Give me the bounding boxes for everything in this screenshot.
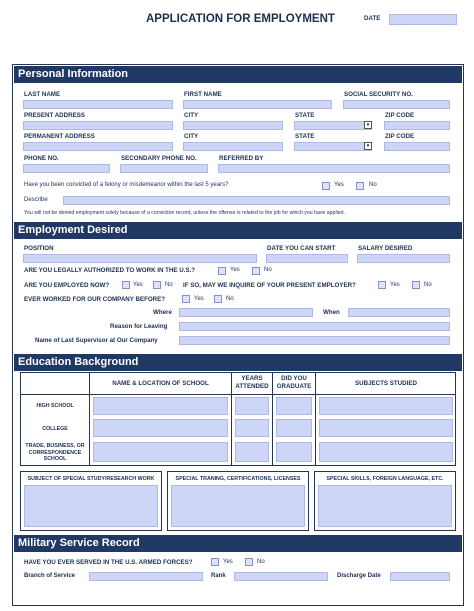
discharge-label: Discharge Date [337,573,381,579]
present-city-label: CITY [184,112,199,119]
last-name-field[interactable] [23,100,173,109]
trade-name-field[interactable] [93,442,228,462]
permanent-state-label: STATE [295,133,315,140]
present-address-label: PRESENT ADDRESS [24,112,85,119]
served-no-checkbox[interactable] [245,558,253,566]
row-college-label: COLLEGE [42,426,68,432]
inquire-yes-label: Yes [390,282,400,288]
secondary-phone-label: SECONDARY PHONE NO. [121,155,197,162]
present-zip-field[interactable] [384,121,450,130]
present-state-label: STATE [295,112,315,119]
last-name-label: LAST NAME [24,91,61,98]
supervisor-label: Name of Last Supervisor at Our Company [35,337,158,344]
page-title: APPLICATION FOR EMPLOYMENT [146,13,335,25]
supervisor-field[interactable] [179,336,450,345]
date-start-label: DATE YOU CAN START [267,245,336,252]
worked-no-checkbox[interactable] [214,295,222,303]
college-subjects-field[interactable] [319,419,453,437]
section-employment-heading: Employment Desired [14,222,462,239]
first-name-label: FIRST NAME [184,91,222,98]
authorized-yes-label: Yes [230,267,240,273]
college-years-field[interactable] [235,419,269,437]
permanent-zip-label: ZIP CODE [385,133,415,140]
disclaimer-text: You will not be denied employment solely because of a conviction record, unless the offense is related to the job for which you have applied. [24,210,345,216]
referred-by-label: REFERRED BY [219,155,264,162]
reason-label: Reason for Leaving [110,323,168,330]
served-yes-checkbox[interactable] [211,558,219,566]
col-name-header: NAME & LOCATION OF SCHOOL [112,380,209,387]
discharge-field[interactable] [390,572,450,581]
permanent-zip-field[interactable] [384,142,450,151]
high-school-years-field[interactable] [235,397,269,415]
special-skills-field[interactable] [318,485,452,527]
chevron-down-icon[interactable]: ▾ [364,121,372,129]
when-label: When [323,309,340,316]
ssn-label: SOCIAL SECURITY NO. [344,91,413,98]
special-study-field[interactable] [24,485,158,527]
employed-no-label: No [165,282,173,288]
employed-no-checkbox[interactable] [153,281,161,289]
special-training-label: SPECIAL TRANING, CERTIFICATIONS, LICENSES [175,476,301,482]
college-name-field[interactable] [93,419,228,437]
permanent-address-label: PERMANENT ADDRESS [24,133,95,140]
permanent-state-select[interactable] [294,142,372,151]
served-question: HAVE YOU EVER SERVED IN THE U.S. ARMED FORCES? [24,559,193,566]
inquire-yes-checkbox[interactable] [378,281,386,289]
phone-label: PHONE NO. [24,155,59,162]
inquire-no-checkbox[interactable] [412,281,420,289]
employed-now-question: ARE YOU EMPLOYED NOW? [24,282,110,289]
authorized-question: ARE YOU LEGALLY AUTHORIZED TO WORK IN THE U.S.? [24,267,196,274]
employed-yes-checkbox[interactable] [122,281,130,289]
date-field[interactable] [389,14,457,25]
section-personal-heading: Personal Information [14,66,462,83]
special-training-field[interactable] [171,485,305,527]
trade-subjects-field[interactable] [319,442,453,462]
authorized-no-label: No [264,267,272,273]
special-study-label: SUBJECT OF SPECIAL STUDY/RESEARCH WORK [27,476,155,482]
secondary-phone-field[interactable] [120,164,208,173]
high-school-graduate-field[interactable] [276,397,312,415]
present-city-field[interactable] [183,121,283,130]
where-label: Where [153,309,172,316]
when-field[interactable] [348,308,450,317]
permanent-city-field[interactable] [183,142,283,151]
worked-yes-label: Yes [194,296,204,302]
present-address-field[interactable] [23,121,173,130]
ssn-field[interactable] [343,100,450,109]
position-label: POSITION [24,245,54,252]
trade-graduate-field[interactable] [276,442,312,462]
college-graduate-field[interactable] [276,419,312,437]
where-field[interactable] [179,308,313,317]
felony-no-label: No [369,182,377,188]
section-military-heading: Military Service Record [14,535,462,552]
permanent-city-label: CITY [184,133,199,140]
reason-field[interactable] [179,322,450,331]
section-education-heading: Education Background [14,354,462,371]
col-years-header: YEARS ATTENDED [235,375,269,390]
rank-field[interactable] [234,572,328,581]
col-subjects-header: SUBJECTS STUDIED [355,380,417,387]
trade-years-field[interactable] [235,442,269,462]
present-zip-label: ZIP CODE [385,112,415,119]
high-school-subjects-field[interactable] [319,397,453,415]
date-start-field[interactable] [266,254,348,263]
rank-label: Rank [211,573,226,579]
authorized-no-checkbox[interactable] [252,267,260,275]
position-field[interactable] [23,254,257,263]
row-high-school-label: HIGH SCHOOL [36,403,74,409]
row-trade-label: TRADE, BUSINESS, OR CORRESPONDENCE SCHOOL [25,443,85,462]
worked-no-label: No [226,296,234,302]
branch-label: Branch of Service [24,573,76,579]
felony-yes-checkbox[interactable] [322,182,330,190]
branch-field[interactable] [89,572,203,581]
felony-yes-label: Yes [334,182,344,188]
felony-question: Have you been convicted of a felony or misdemeanor within the last 5 years? [24,182,229,188]
served-yes-label: Yes [223,559,233,565]
chevron-down-icon[interactable]: ▾ [364,142,372,150]
describe-field[interactable] [63,196,450,205]
served-no-label: No [257,559,265,565]
phone-field[interactable] [23,164,110,173]
salary-label: SALARY DESIRED [358,245,413,252]
date-label: DATE [364,15,381,22]
inquire-no-label: No [424,282,432,288]
worked-before-question: EVER WORKED FOR OUR COMPANY BEFORE? [24,296,166,303]
first-name-field[interactable] [183,100,332,109]
inquire-question: IF SO, MAY WE INQUIRE OF YOUR PRESENT EMPLOYER? [183,282,356,289]
special-skills-label: SPECIAL SKILLS, FOREIGN LANGUAGE, ETC. [326,476,444,482]
high-school-name-field[interactable] [93,397,228,415]
worked-yes-checkbox[interactable] [182,295,190,303]
col-graduate-header: DID YOU GRADUATE [276,375,312,390]
describe-label: Describe [24,197,48,203]
present-state-select[interactable] [294,121,372,130]
salary-field[interactable] [357,254,450,263]
felony-no-checkbox[interactable] [356,182,364,190]
permanent-address-field[interactable] [23,142,173,151]
referred-by-field[interactable] [218,164,450,173]
employed-yes-label: Yes [133,282,143,288]
authorized-yes-checkbox[interactable] [218,267,226,275]
